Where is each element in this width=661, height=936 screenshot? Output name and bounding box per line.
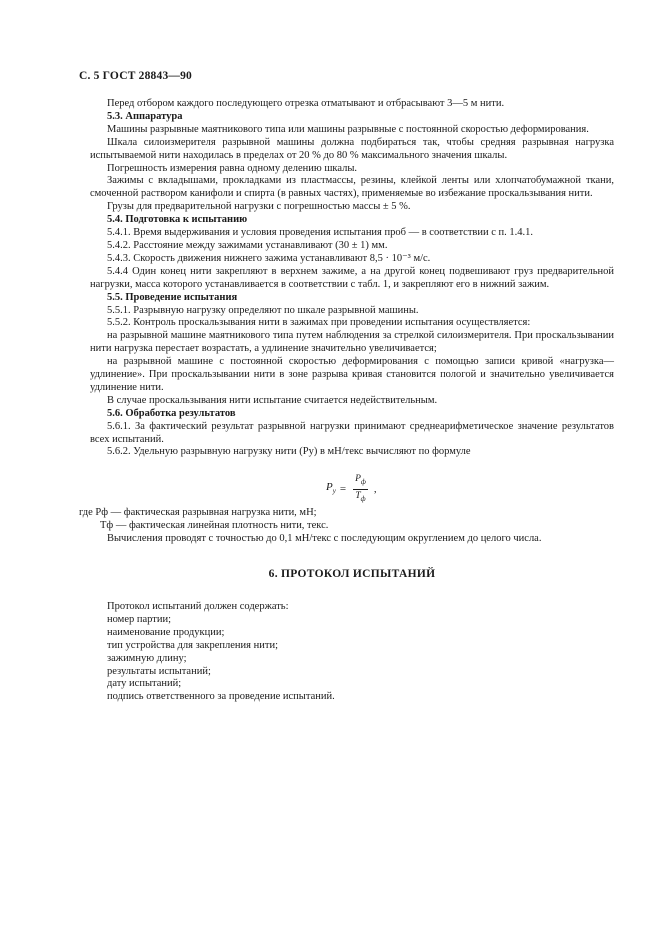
page-header: С. 5 ГОСТ 28843—90: [79, 70, 192, 82]
formula-lhs: $P_у$: [326, 481, 336, 496]
formula-fraction: [353, 473, 368, 506]
paragraph: Грузы для предварительной нагрузки с погрешностью массы ± 5 %.: [107, 201, 411, 213]
list-item: подпись ответственного за проведение испытаний.: [107, 691, 335, 703]
section-heading: 5.3. Аппаратура: [107, 110, 183, 122]
section-title: 6. ПРОТОКОЛ ИСПЫТАНИЙ: [268, 568, 436, 581]
list-item: результаты испытаний;: [107, 665, 211, 677]
list-item: номер партии;: [107, 613, 171, 625]
paragraph: Вычисления проводят с точностью до 0,1 мН/текс с последующим округлением до целого числа.: [107, 533, 542, 545]
list-item: дату испытаний;: [107, 678, 182, 690]
list-item: Протокол испытаний должен содержать:: [107, 601, 289, 612]
formula-expression: [326, 473, 377, 506]
paragraph: В случае проскальзывания нити испытание считается недействительным.: [107, 394, 438, 406]
legend-line: где Pф — фактическая разрывная нагрузка нити, мН;: [79, 507, 317, 519]
paragraph: Зажимы с вкладышами, прокладками из пластмассы, резины, клейкой ленты или хлопчатобумажной ткани, смоченной раствором канифоли и спирта (в равных частях), применяемые во избежание проскальзывания нити.: [90, 175, 614, 200]
paragraph: на разрывной машине маятникового типа путем наблюдения за стрелкой силоизмерителя. При проскальзывании нити нагрузка перестает возрастать, а удлинение значительно увеличивается;: [90, 330, 614, 355]
paragraph: 5.4.2. Расстояние между зажимами устанавливают (30 ± 1) мм.: [107, 239, 388, 251]
list-item: наименование продукции;: [107, 626, 225, 638]
list-item: зажимную длину;: [107, 652, 187, 664]
formula-equals: =: [339, 483, 347, 496]
formula: [90, 459, 614, 507]
paragraph: 5.5.2. Контроль проскальзывания нити в зажимах при проведении испытания осуществляется:: [107, 317, 531, 329]
paragraph: 5.6.2. Удельную разрывную нагрузку нити (Pу) в мН/текс вычисляют по формуле: [107, 446, 471, 458]
paragraph: Перед отбором каждого последующего отрезка отматывают и отбрасывают 3—5 м нити.: [107, 98, 505, 109]
paragraph: Шкала силоизмерителя разрывной машины должна подбираться так, чтобы средняя разрывная нагрузка испытываемой нити находилась в пределах от 20 % до 80 % максимального значения шкалы.: [90, 136, 614, 161]
section-heading: 5.5. Проведение испытания: [107, 291, 238, 303]
section-heading: 5.4. Подготовка к испытанию: [107, 214, 248, 226]
legend-line: Tф — фактическая линейная плотность нити, текс.: [100, 520, 329, 532]
paragraph: на разрывной машине с постоянной скоростью деформирования с помощью записи кривой «нагрузка—удлинение». При проскальзывании нити в зоне разрыва кривая становится пологой и значительно увеличивается удлинение нити.: [90, 356, 614, 393]
list-item: тип устройства для закрепления нити;: [107, 639, 278, 651]
formula-denominator: $T_ф$: [355, 491, 366, 504]
paragraph: Машины разрывные маятникового типа или машины разрывные с постоянной скоростью деформирования.: [107, 123, 589, 135]
formula-comma: ,: [373, 483, 377, 496]
paragraph: 5.5.1. Разрывную нагрузку определяют по шкале разрывной машины.: [107, 304, 419, 316]
paragraph: 5.4.1. Время выдерживания и условия проведения испытания проб — в соответствии с п. 1.4.1.: [107, 227, 534, 239]
document-body: [79, 98, 614, 704]
paragraph: 5.4.3. Скорость движения нижнего зажима устанавливают 8,5 · 10⁻³ м/с.: [107, 252, 431, 264]
paragraph: 5.4.4 Один конец нити закрепляют в верхнем зажиме, а на другой конец подвешивают груз предварительной нагрузки, масса которого устанавливается в соответствии с табл. 1, и закрепляют его в нижний зажим.: [90, 265, 614, 290]
paragraph: 5.6.1. За фактический результат разрывной нагрузки принимают среднеарифметическое значение результатов всех испытаний.: [90, 420, 614, 445]
paragraph: Погрешность измерения равна одному делению шкалы.: [107, 162, 358, 174]
section-heading: 5.6. Обработка результатов: [107, 407, 236, 419]
formula-numerator: $P_ф$: [353, 473, 368, 490]
